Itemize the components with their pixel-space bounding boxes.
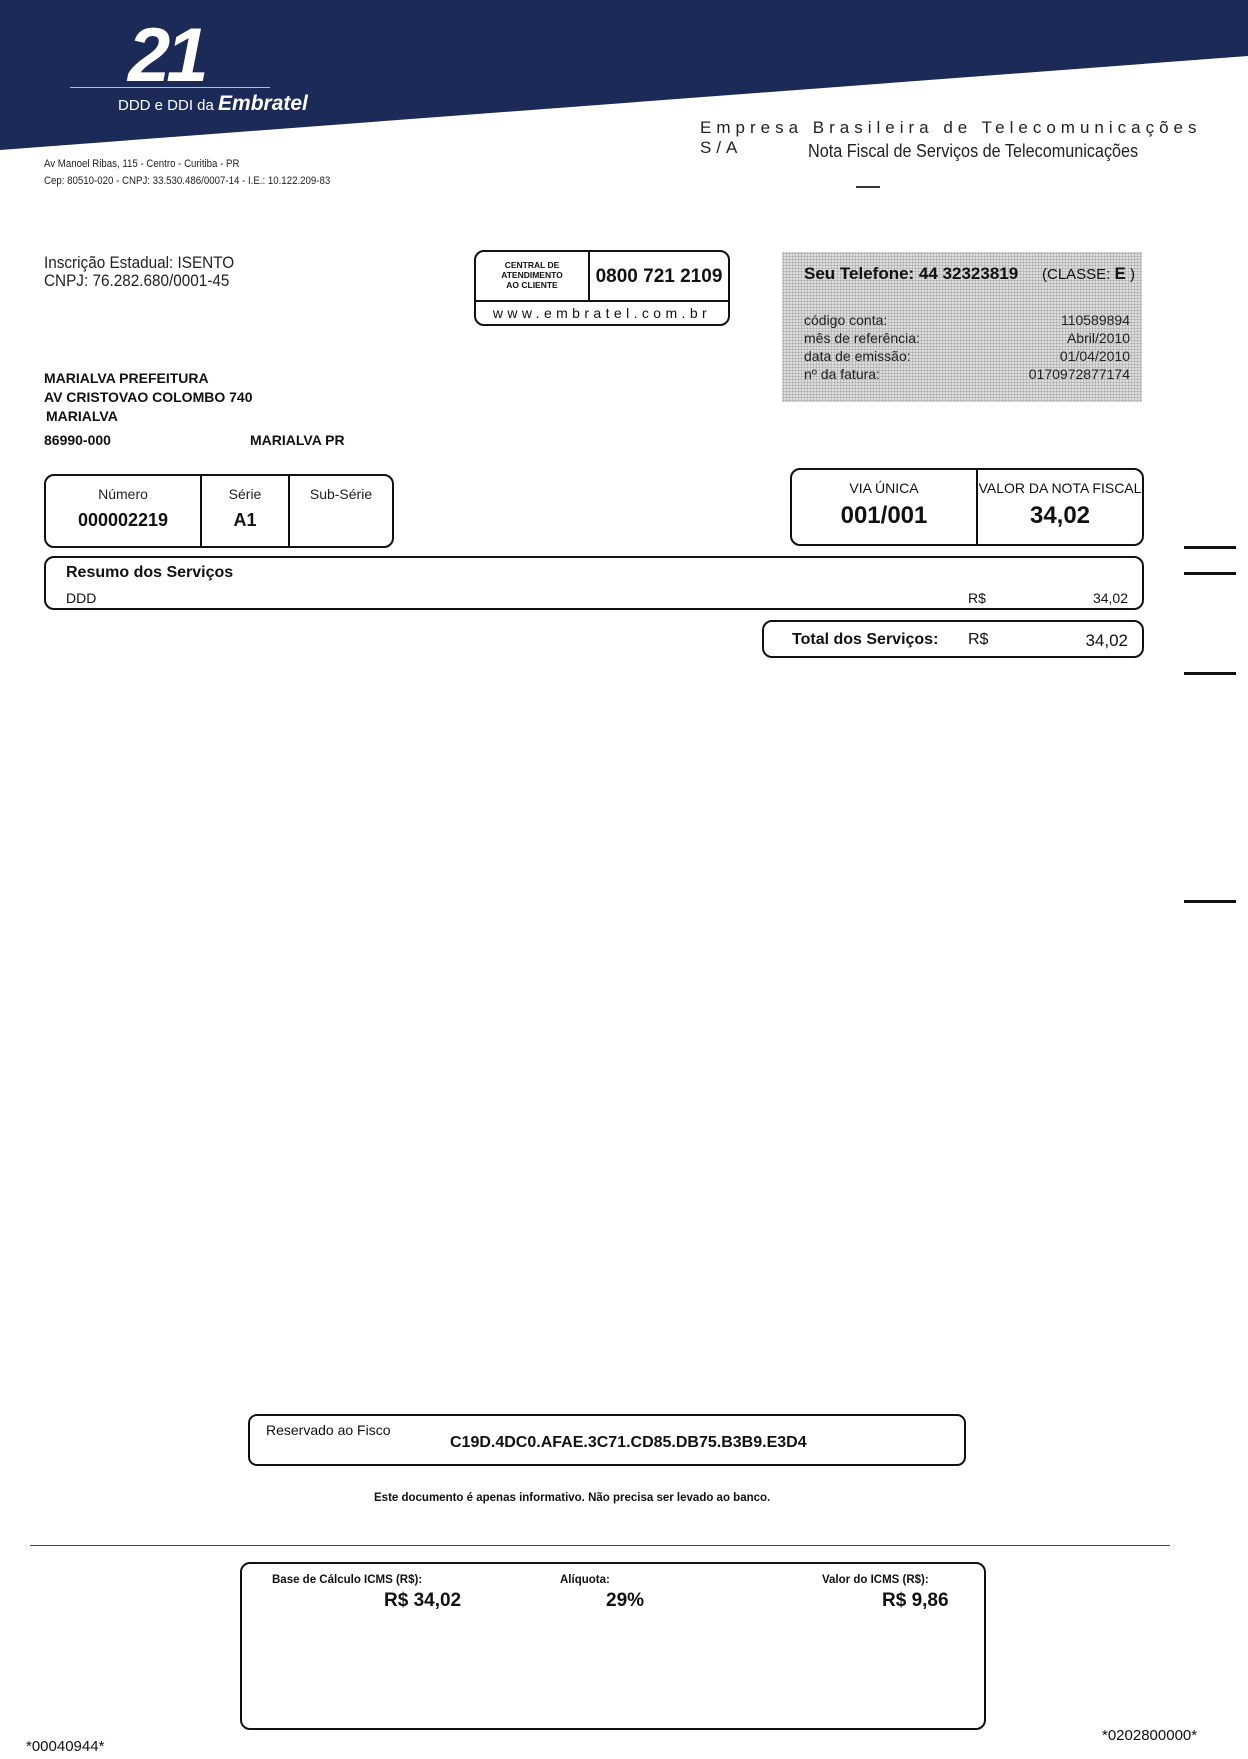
customer-street: AV CRISTOVAO COLOMBO 740	[44, 389, 253, 405]
numero-label: Número	[98, 486, 148, 502]
informative-notice: Este documento é apenas informativo. Não precisa ser levado ao banco.	[374, 1492, 771, 1504]
icms-valor-label: Valor do ICMS (R$):	[822, 1574, 929, 1586]
total-label: Total dos Serviços:	[792, 631, 939, 648]
icms-valor-value: R$ 9,86	[882, 1590, 949, 1611]
subserie-label: Sub-Série	[309, 486, 373, 502]
footer-right-code: *0202800000*	[1102, 1727, 1198, 1744]
fisco-code: C19D.4DC0.AFAE.3C71.CD85.DB75.B3B9.E3D4	[450, 1434, 807, 1451]
invoice-value-box	[790, 468, 1144, 546]
customer-name: MARIALVA PREFEITURA	[44, 370, 209, 386]
classe-indicator	[1042, 264, 1135, 284]
total-currency: R$	[968, 631, 989, 648]
embratel-logo-subtitle	[118, 92, 308, 116]
service-item-value: 34,02	[1092, 590, 1128, 606]
icms-base-value: R$ 34,02	[384, 1590, 462, 1611]
classe-value: E	[1114, 264, 1126, 283]
serie-label: Série	[228, 486, 262, 502]
issuer-cnpj: CNPJ: 76.282.680/0001-45	[44, 271, 230, 290]
fisco-box	[248, 1414, 966, 1466]
customer-city: MARIALVA PR	[250, 432, 345, 448]
customer-service-phone: 0800 721 2109	[590, 252, 728, 302]
invoice-number-label: nº da fatura:	[804, 366, 880, 382]
service-label-line3: AO CLIENTE	[506, 280, 558, 290]
via-value: 001/001	[840, 502, 928, 529]
classe-close: )	[1130, 266, 1136, 283]
account-info-box	[782, 252, 1142, 402]
serie-value: A1	[233, 510, 257, 530]
valor-cell	[978, 470, 1142, 544]
divider-line	[30, 1545, 1170, 1546]
services-total-box	[762, 620, 1144, 658]
account-code-value: 110589894	[1060, 312, 1130, 328]
company-name: Empresa Brasileira de Telecomunicações S/A	[700, 118, 1202, 157]
fisco-label: Reservado ao Fisco	[266, 1422, 391, 1438]
service-label-line1: CENTRAL DE	[504, 260, 560, 270]
edge-mark	[1184, 900, 1236, 903]
serie-cell	[202, 476, 290, 546]
valor-label: VALOR DA NOTA FISCAL	[978, 480, 1142, 496]
classe-label: (CLASSE:	[1042, 266, 1111, 283]
service-item-currency: R$	[968, 590, 986, 606]
title-dash	[856, 186, 880, 188]
website-link: www.embratel.com.br	[492, 305, 712, 321]
customer-service-box	[474, 250, 730, 326]
service-label-line2: ATENDIMENTO	[501, 270, 563, 280]
issuer-address-line2: Cep: 80510-020 - CNPJ: 33.530.486/0007-14 - I.E.: 10.122.209-83	[44, 175, 331, 187]
footer-left-code: *00040944*	[26, 1738, 105, 1755]
invoice-number-box	[44, 474, 394, 548]
account-code-label: código conta:	[804, 312, 888, 328]
embratel-logo-number: 21	[128, 13, 205, 98]
issuer-address-line1: Av Manoel Ribas, 115 - Centro - Curitiba - PR	[44, 158, 240, 170]
customer-cep: 86990-000	[44, 432, 111, 448]
via-cell	[792, 470, 978, 544]
total-value: 34,02	[1085, 631, 1128, 650]
via-label: VIA ÚNICA	[849, 480, 919, 496]
reference-month-value: Abril/2010	[1066, 330, 1130, 346]
numero-value: 000002219	[77, 510, 169, 530]
logo-sub-prefix: DDD e DDI da	[118, 97, 214, 114]
logo-sub-brand: Embratel	[218, 92, 308, 115]
icms-aliquota-label: Alíquota:	[560, 1574, 610, 1586]
icms-base-label: Base de Cálculo ICMS (R$):	[272, 1574, 423, 1586]
services-summary-title: Resumo dos Serviços	[66, 564, 234, 581]
services-summary-box	[44, 556, 1144, 610]
reference-month-label: mês de referência:	[804, 330, 920, 346]
valor-value: 34,02	[1029, 502, 1091, 529]
subserie-cell	[290, 476, 392, 546]
service-item-name: DDD	[66, 590, 97, 606]
icms-aliquota-value: 29%	[606, 1590, 645, 1611]
invoice-number-value: 0170972877174	[1028, 366, 1130, 382]
edge-mark	[1184, 546, 1236, 549]
document-title: Nota Fiscal de Serviços de Telecomunicações	[808, 141, 1139, 161]
issue-date-label: data de emissão:	[804, 348, 911, 364]
edge-mark	[1184, 572, 1236, 575]
inscricao-estadual: Inscrição Estadual: ISENTO	[44, 253, 235, 272]
customer-district: MARIALVA	[46, 408, 118, 424]
customer-service-label	[476, 252, 590, 302]
icms-box	[240, 1562, 986, 1730]
issue-date-value: 01/04/2010	[1059, 348, 1130, 364]
numero-cell	[46, 476, 202, 546]
phone-number-title: Seu Telefone: 44 32323819	[804, 264, 1019, 283]
edge-mark	[1184, 672, 1236, 675]
